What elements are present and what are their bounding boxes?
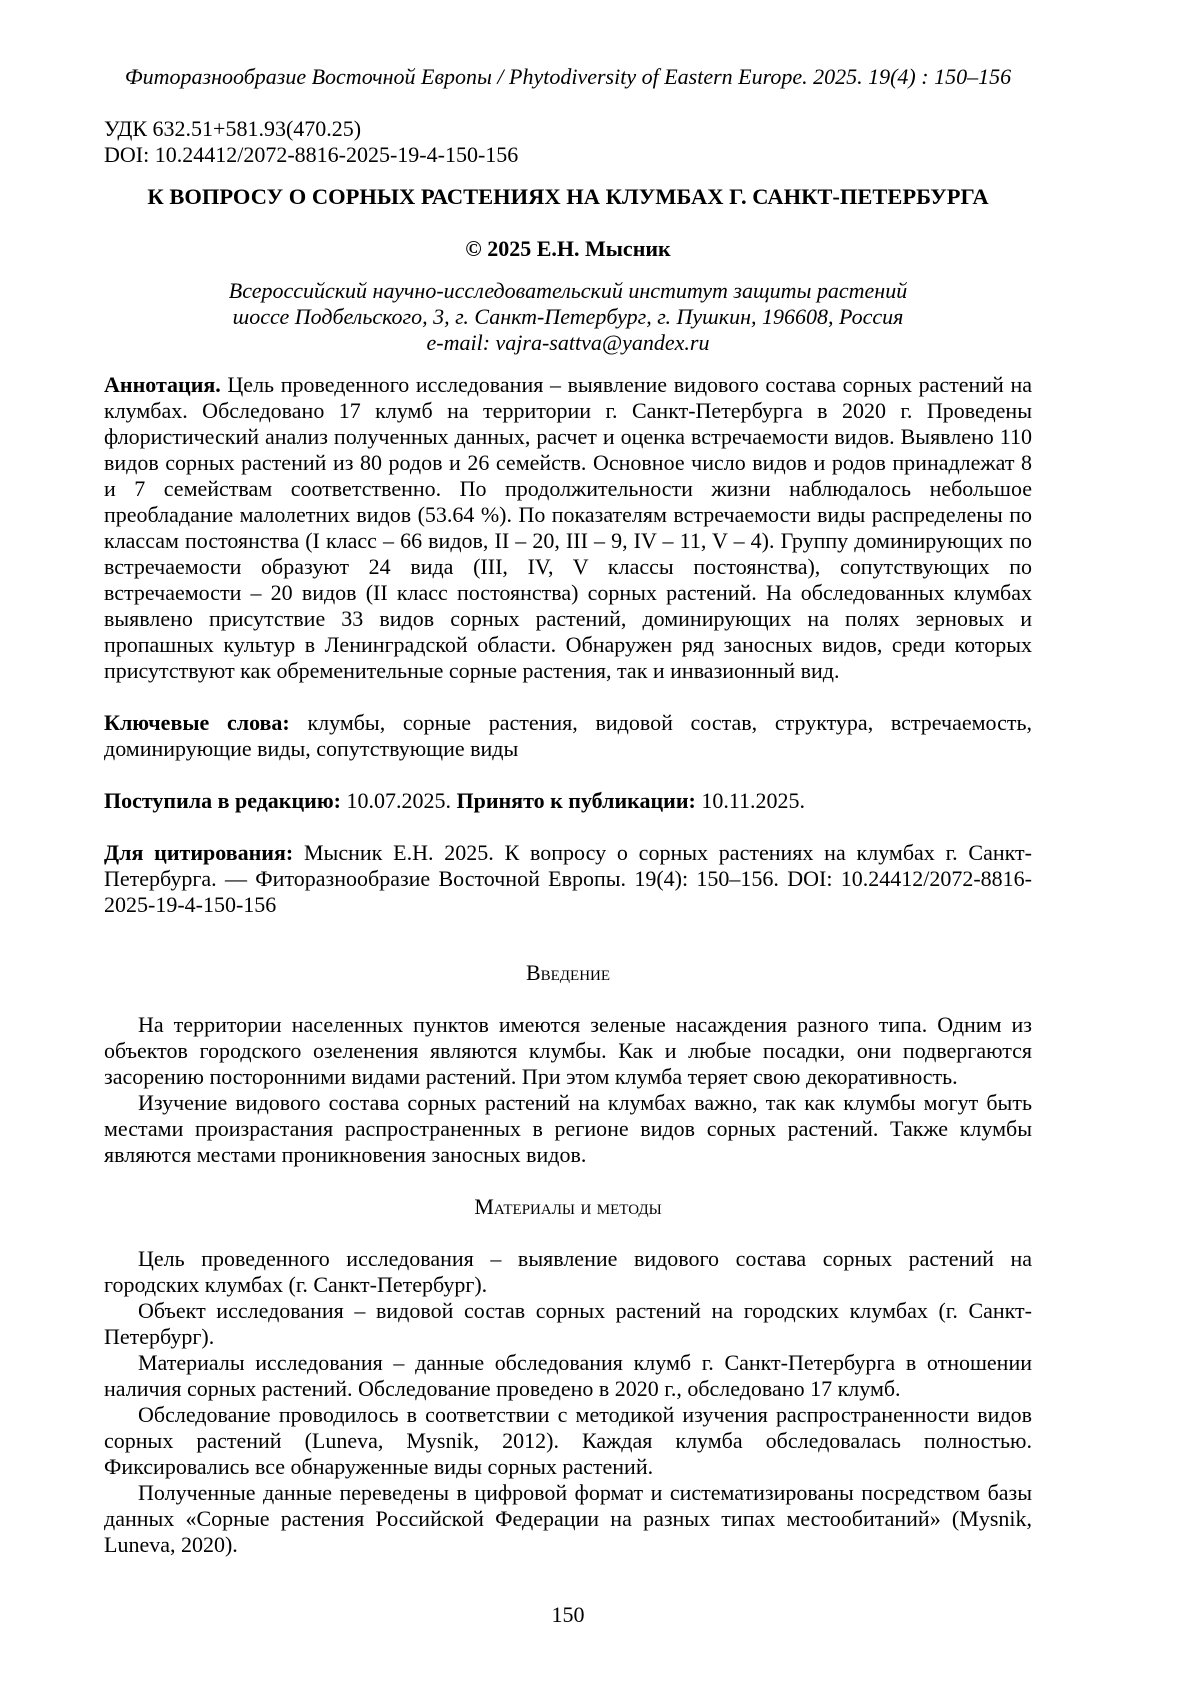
page-title: К ВОПРОСУ О СОРНЫХ РАСТЕНИЯХ НА КЛУМБАХ Г. САНКТ-ПЕТЕРБУРГА [147,184,989,209]
keywords-block [104,710,1032,762]
paragraph: На территории населенных пунктов имеются зеленые насаждения разного типа. Одним из объектов городского озеленения являются клумбы. Как и любые посадки, они подвергаются засорению посторонними видами растений. При этом клумба теряет свою декоративность. [104,1012,1032,1089]
received-label: Поступила в редакцию: [104,788,341,813]
affiliation-institute: Всероссийский научно-исследовательский институт защиты растений [228,278,908,303]
abstract-text: Цель проведенного исследования – выявление видового состава сорных растений на клумбах. Обследовано 17 клумб на территории г. Санкт-Петербурга в 2020 г. Проведены флористический анализ полученных данных, расчет и оценка встречаемости видов. Выявлено 110 видов сорных растений из 80 родов и 26 семейств. Основное число видов и родов принадлежат 8 и 7 семействам соответственно. По продолжительности жизни наблюдалось небольшое преобладание малолетних видов (53.64 %). По показателям встречаемости виды распределены по классам постоянства (I класс – 66 видов, II – 20, III – 9, IV – 11, V – 4). Группу доминирующих по встречаемости образуют 24 вида (III, IV, V классы постоянства), сопутствующих по встречаемости – 20 видов (II класс постоянства) сорных растений. На обследованных клумбах выявлено присутствие 33 видов сорных растений, доминирующих на полях зерновых и пропашных культур в Ленинградской области. Обнаружен ряд заносных видов, среди которых присутствуют как обременительные сорные растения, так и инвазионный вид. [104,372,1032,683]
citation-block [104,840,1032,918]
paragraph: Изучение видового состава сорных растений на клумбах важно, так как клумбы могут быть местами произрастания распространенных в регионе видов сорных растений. Также клумбы являются местами проникновения заносных видов. [104,1090,1032,1167]
copyright-author: © 2025 Е.Н. Мысник [465,236,671,261]
paragraph: Объект исследования – видовой состав сорных растений на городских клумбах (г. Санкт-Петербург). [104,1298,1032,1349]
journal-running-head: Фиторазнообразие Восточной Европы / Phytodiversity of Eastern Europe. 2025. 19(4) : 150–156 [124,64,1012,89]
udc-line: УДК 632.51+581.93(470.25) [104,116,362,141]
section-heading-introduction: Введение [525,960,611,985]
dates-line [104,788,1032,814]
paragraph: Полученные данные переведены в цифровой формат и систематизированы посредством базы данных «Сорные растения Российской Федерации на разных типах местообитаний» (Mysnik, Luneva, 2020). [104,1480,1032,1557]
udc-doi-block [104,116,1032,168]
affiliation-email: e-mail: vajra-sattva@yandex.ru [426,330,710,355]
abstract-label: Аннотация. [104,372,221,397]
doi-line: DOI: 10.24412/2072-8816-2025-19-4-150-156 [104,142,519,167]
page-number: 150 [551,1602,585,1627]
accepted-label: Принято к публикации: [456,788,696,813]
received-date: 10.07.2025. [346,788,451,813]
abstract-block [104,372,1032,684]
paragraph: Цель проведенного исследования – выявление видового состава сорных растений на городских клумбах (г. Санкт-Петербург). [104,1246,1032,1297]
keywords-label: Ключевые слова: [104,710,290,735]
section-heading-materials-methods: Материалы и методы [474,1194,662,1219]
affiliation-block [104,278,1032,356]
keywords-text: клумбы, сорные растения, видовой состав, структура, встречаемость, доминирующие виды, сопутствующие виды [104,710,1032,761]
paragraph: Обследование проводилось в соответствии с методикой изучения распространенности видов сорных растений (Luneva, Mysnik, 2012). Каждая клумба обследовалась полностью. Фиксировались все обнаруженные виды сорных растений. [104,1402,1032,1479]
paragraph: Материалы исследования – данные обследования клумб г. Санкт-Петербурга в отношении наличия сорных растений. Обследование проведено в 2020 г., обследовано 17 клумб. [104,1350,1032,1401]
citation-label: Для цитирования: [104,840,294,865]
affiliation-address: шоссе Подбельского, 3, г. Санкт-Петербург, г. Пушкин, 196608, Россия [232,304,904,329]
citation-text: Мысник Е.Н. 2025. К вопросу о сорных растениях на клумбах г. Санкт-Петербурга. — Фиторазнообразие Восточной Европы. 19(4): 150–156. DOI: 10.24412/2072-8816-2025-19-4-150-156 [104,840,1032,917]
accepted-date: 10.11.2025. [701,788,806,813]
